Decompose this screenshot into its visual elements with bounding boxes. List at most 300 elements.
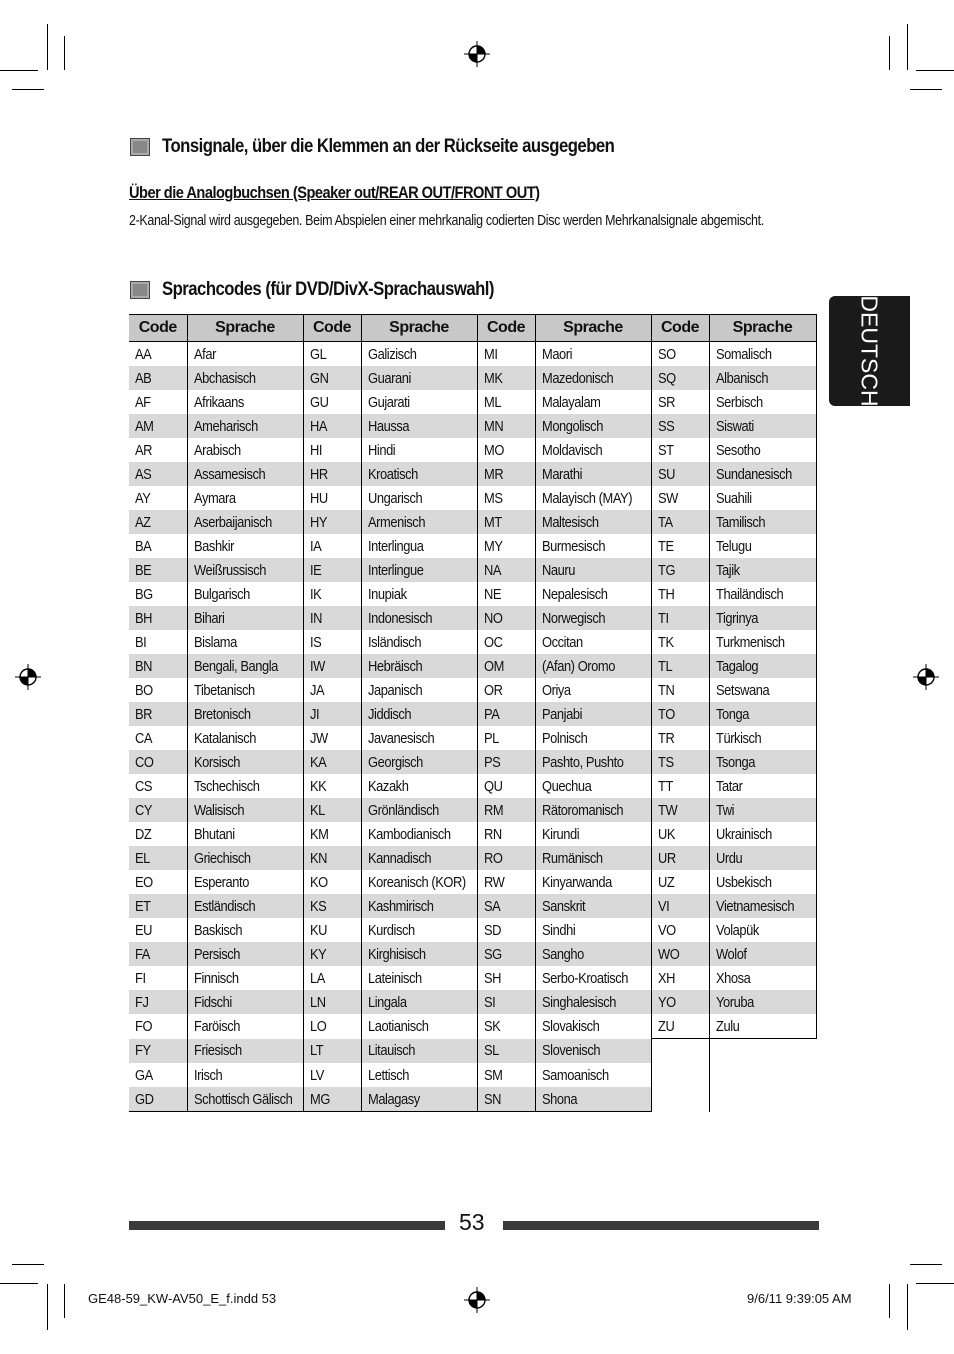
language-name-cell bbox=[535, 702, 651, 726]
language-name-cell bbox=[709, 822, 816, 846]
crop-mark bbox=[12, 89, 44, 90]
language-code-cell bbox=[129, 726, 187, 750]
language-name-cell bbox=[709, 1087, 816, 1112]
registration-mark-icon bbox=[464, 1287, 490, 1313]
cell-text: Schottisch Gälisch bbox=[193, 1090, 292, 1108]
cell-text: EU bbox=[135, 921, 153, 939]
cell-text: SW bbox=[657, 489, 678, 507]
language-code-cell bbox=[651, 462, 709, 486]
cell-text: HY bbox=[309, 513, 327, 531]
cell-text: SK bbox=[483, 1017, 500, 1035]
cell-text: Thailändisch bbox=[715, 585, 783, 603]
language-name-cell bbox=[709, 654, 816, 678]
language-name-cell bbox=[361, 414, 477, 438]
cell-text: Sangho bbox=[541, 945, 584, 963]
cell-text: Singhalesisch bbox=[541, 993, 616, 1011]
cell-text: Burmesisch bbox=[541, 537, 605, 555]
language-code-cell bbox=[129, 438, 187, 462]
cell-text: ST bbox=[657, 441, 674, 459]
cell-text: KM bbox=[309, 825, 328, 843]
language-side-tab bbox=[829, 296, 910, 406]
cell-text: MI bbox=[483, 345, 497, 363]
cell-text: Polnisch bbox=[541, 729, 587, 747]
language-name-cell bbox=[361, 1014, 477, 1039]
cell-text: Tigrinya bbox=[715, 609, 758, 627]
cell-text: OC bbox=[483, 633, 502, 651]
language-code-cell bbox=[303, 558, 361, 582]
language-code-cell bbox=[651, 846, 709, 870]
cell-text: LT bbox=[309, 1042, 323, 1060]
crop-mark bbox=[910, 89, 942, 90]
language-name-cell bbox=[361, 798, 477, 822]
language-name-cell bbox=[535, 918, 651, 942]
cell-text: KA bbox=[309, 753, 326, 771]
cell-text: Lingala bbox=[367, 993, 407, 1011]
table-row bbox=[129, 582, 816, 606]
cell-text: IN bbox=[309, 609, 322, 627]
language-name-cell bbox=[361, 630, 477, 654]
table-header-row bbox=[129, 315, 816, 342]
language-name-cell bbox=[187, 774, 303, 798]
language-code-cell bbox=[129, 942, 187, 966]
language-code-cell bbox=[651, 870, 709, 894]
cell-text: TO bbox=[657, 705, 675, 723]
language-name-cell bbox=[709, 870, 816, 894]
language-code-cell bbox=[651, 726, 709, 750]
language-code-cell bbox=[303, 366, 361, 390]
cell-text: QU bbox=[483, 777, 502, 795]
table-row bbox=[129, 822, 816, 846]
cell-text: TL bbox=[657, 657, 672, 675]
cell-text: TH bbox=[657, 585, 674, 603]
language-code-cell bbox=[129, 462, 187, 486]
cell-text: Yoruba bbox=[715, 993, 754, 1011]
table-row bbox=[129, 654, 816, 678]
cell-text: AY bbox=[135, 489, 151, 507]
section-heading-audio-signals bbox=[130, 136, 676, 158]
cell-text: HA bbox=[309, 417, 327, 435]
language-name-cell bbox=[187, 990, 303, 1014]
cell-text: Laotianisch bbox=[367, 1017, 429, 1035]
cell-text: Vietnamesisch bbox=[715, 897, 794, 915]
language-name-cell bbox=[187, 342, 303, 367]
cell-text: JI bbox=[309, 705, 319, 723]
cell-text: Gujarati bbox=[367, 393, 410, 411]
language-code-cell bbox=[651, 630, 709, 654]
cell-text: Ukrainisch bbox=[715, 825, 772, 843]
language-name-cell bbox=[361, 726, 477, 750]
language-code-cell bbox=[303, 654, 361, 678]
column-header-language: Sprache bbox=[361, 315, 477, 342]
cell-text: Persisch bbox=[193, 945, 240, 963]
language-code-cell bbox=[651, 822, 709, 846]
cell-text: Setswana bbox=[715, 681, 769, 699]
subsection-title: Über die Analogbuchsen (Speaker out/REAR OUT/FRONT OUT) bbox=[129, 183, 540, 202]
language-name-cell bbox=[709, 894, 816, 918]
cell-text: Sundanesisch bbox=[715, 465, 792, 483]
language-code-cell bbox=[129, 990, 187, 1014]
language-name-cell bbox=[535, 846, 651, 870]
cell-text: BI bbox=[135, 633, 147, 651]
language-name-cell bbox=[709, 414, 816, 438]
cell-text: Sanskrit bbox=[541, 897, 585, 915]
cell-text: RW bbox=[483, 873, 504, 891]
language-name-cell bbox=[187, 366, 303, 390]
language-name-cell bbox=[187, 582, 303, 606]
language-name-cell bbox=[535, 486, 651, 510]
cell-text: AM bbox=[135, 417, 154, 435]
language-code-cell bbox=[303, 582, 361, 606]
cell-text: Nepalesisch bbox=[541, 585, 608, 603]
language-code-cell bbox=[651, 342, 709, 367]
language-code-cell bbox=[477, 654, 535, 678]
cell-text: Maltesisch bbox=[541, 513, 599, 531]
cell-text: Haussa bbox=[367, 417, 409, 435]
language-name-cell bbox=[535, 1014, 651, 1039]
cell-text: CY bbox=[135, 801, 153, 819]
cell-text: Telugu bbox=[715, 537, 751, 555]
language-code-cell bbox=[477, 606, 535, 630]
cell-text: AR bbox=[135, 441, 153, 459]
language-name-cell bbox=[361, 1063, 477, 1087]
cell-text: Mongolisch bbox=[541, 417, 603, 435]
cell-text: CA bbox=[135, 729, 153, 747]
language-name-cell bbox=[535, 798, 651, 822]
language-name-cell bbox=[535, 678, 651, 702]
description-paragraph: 2-Kanal-Signal wird ausgegeben. Beim Abspielen einer mehrkanalig codierten Disc werden Mehrkanalsignale abgemischt. bbox=[129, 213, 764, 229]
table-row bbox=[129, 438, 816, 462]
cell-text: Slovenisch bbox=[541, 1042, 600, 1060]
registration-mark-icon bbox=[15, 664, 41, 690]
language-name-cell bbox=[535, 774, 651, 798]
language-code-cell bbox=[477, 366, 535, 390]
cell-text: Esperanto bbox=[193, 873, 249, 891]
language-code-cell bbox=[303, 1014, 361, 1039]
cell-text: BA bbox=[135, 537, 152, 555]
cell-text: Assamesisch bbox=[193, 465, 265, 483]
cell-text: Bengali, Bangla bbox=[193, 657, 278, 675]
language-name-cell bbox=[709, 726, 816, 750]
table-row bbox=[129, 846, 816, 870]
cell-text: ML bbox=[483, 393, 501, 411]
language-code-cell bbox=[477, 462, 535, 486]
language-name-cell bbox=[361, 774, 477, 798]
cell-text: IK bbox=[309, 585, 321, 603]
language-name-cell bbox=[187, 438, 303, 462]
column-header-code: Code bbox=[651, 315, 709, 342]
language-code-cell bbox=[303, 438, 361, 462]
cell-text: Quechua bbox=[541, 777, 591, 795]
cell-text: RN bbox=[483, 825, 502, 843]
table-row bbox=[129, 390, 816, 414]
cell-text: Koreanisch (KOR) bbox=[367, 873, 466, 891]
registration-mark-icon bbox=[464, 41, 490, 67]
cell-text: MR bbox=[483, 465, 503, 483]
cell-text: SN bbox=[483, 1090, 501, 1108]
language-code-cell bbox=[651, 1063, 709, 1087]
cell-text: Katalanisch bbox=[193, 729, 256, 747]
cell-text: BR bbox=[135, 705, 153, 723]
cell-text: Kashmirisch bbox=[367, 897, 434, 915]
language-code-cell bbox=[651, 678, 709, 702]
cell-text: Finnisch bbox=[193, 969, 239, 987]
cell-text: SQ bbox=[657, 369, 676, 387]
language-name-cell bbox=[535, 534, 651, 558]
table-row bbox=[129, 558, 816, 582]
table-row bbox=[129, 798, 816, 822]
cell-text: ET bbox=[135, 897, 151, 915]
language-code-cell bbox=[477, 966, 535, 990]
cell-text: KY bbox=[309, 945, 326, 963]
language-code-cell bbox=[477, 894, 535, 918]
language-code-cell bbox=[651, 582, 709, 606]
language-name-cell bbox=[361, 678, 477, 702]
cell-text: IS bbox=[309, 633, 321, 651]
language-code-cell bbox=[129, 558, 187, 582]
cell-text: Bihari bbox=[193, 609, 224, 627]
table-row bbox=[129, 630, 816, 654]
language-name-cell bbox=[535, 1063, 651, 1087]
section-title: Sprachcodes (für DVD/DivX-Sprachauswahl) bbox=[162, 279, 494, 300]
cell-text: Bashkir bbox=[193, 537, 234, 555]
language-code-cell bbox=[303, 726, 361, 750]
language-name-cell bbox=[709, 966, 816, 990]
crop-mark bbox=[12, 1264, 44, 1265]
cell-text: Zulu bbox=[715, 1017, 739, 1035]
crop-mark bbox=[0, 70, 38, 71]
language-name-cell bbox=[361, 894, 477, 918]
cell-text: Guarani bbox=[367, 369, 411, 387]
cell-text: Kinyarwanda bbox=[541, 873, 612, 891]
language-code-cell bbox=[303, 918, 361, 942]
footer-bar-right bbox=[503, 1221, 819, 1230]
language-code-cell bbox=[303, 678, 361, 702]
language-code-cell bbox=[303, 1063, 361, 1087]
cell-text: NA bbox=[483, 561, 501, 579]
language-code-cell bbox=[303, 942, 361, 966]
cell-text: Pashto, Pushto bbox=[541, 753, 623, 771]
square-bullet-icon bbox=[130, 138, 150, 156]
language-name-cell bbox=[361, 990, 477, 1014]
cell-text: RM bbox=[483, 801, 503, 819]
table-row bbox=[129, 726, 816, 750]
cell-text: Litauisch bbox=[367, 1042, 415, 1060]
section-heading-language-codes bbox=[130, 279, 539, 301]
cell-text: Türkisch bbox=[715, 729, 761, 747]
language-code-cell bbox=[129, 870, 187, 894]
cell-text: Nauru bbox=[541, 561, 575, 579]
cell-text: Interlingue bbox=[367, 561, 424, 579]
cell-text: Siswati bbox=[715, 417, 754, 435]
cell-text: KL bbox=[309, 801, 325, 819]
cell-text: RO bbox=[483, 849, 502, 867]
language-code-cell bbox=[129, 486, 187, 510]
cell-text: (Afan) Oromo bbox=[541, 657, 615, 675]
cell-text: SG bbox=[483, 945, 502, 963]
cell-text: TW bbox=[657, 801, 677, 819]
language-code-cell bbox=[129, 606, 187, 630]
language-code-cell bbox=[303, 414, 361, 438]
cell-text: GU bbox=[309, 393, 328, 411]
cell-text: Tschechisch bbox=[193, 777, 260, 795]
language-name-cell bbox=[709, 678, 816, 702]
language-code-cell bbox=[129, 342, 187, 367]
cell-text: MO bbox=[483, 441, 504, 459]
language-code-cell bbox=[129, 894, 187, 918]
language-name-cell bbox=[709, 750, 816, 774]
cell-text: GL bbox=[309, 345, 326, 363]
language-code-cell bbox=[129, 678, 187, 702]
language-name-cell bbox=[535, 822, 651, 846]
cell-text: Maori bbox=[541, 345, 572, 363]
cell-text: Sindhi bbox=[541, 921, 575, 939]
language-name-cell bbox=[361, 366, 477, 390]
cell-text: Moldavisch bbox=[541, 441, 602, 459]
language-name-cell bbox=[535, 390, 651, 414]
cell-text: BG bbox=[135, 585, 153, 603]
language-code-cell bbox=[129, 702, 187, 726]
cell-text: SH bbox=[483, 969, 501, 987]
table-row bbox=[129, 942, 816, 966]
cell-text: Grönländisch bbox=[367, 801, 439, 819]
language-code-cell bbox=[477, 918, 535, 942]
table-row bbox=[129, 990, 816, 1014]
cell-text: IA bbox=[309, 537, 321, 555]
language-code-cell bbox=[303, 462, 361, 486]
crop-mark bbox=[889, 1284, 890, 1318]
language-name-cell bbox=[187, 390, 303, 414]
language-code-cell bbox=[651, 486, 709, 510]
column-header-code: Code bbox=[303, 315, 361, 342]
language-code-cell bbox=[303, 606, 361, 630]
language-name-cell bbox=[709, 798, 816, 822]
cell-text: Volapük bbox=[715, 921, 759, 939]
cell-text: Urdu bbox=[715, 849, 742, 867]
cell-text: Shona bbox=[541, 1090, 577, 1108]
cell-text: Twi bbox=[715, 801, 734, 819]
language-name-cell bbox=[361, 918, 477, 942]
cell-text: PL bbox=[483, 729, 499, 747]
language-name-cell bbox=[535, 606, 651, 630]
cell-text: Tsonga bbox=[715, 753, 755, 771]
language-name-cell bbox=[187, 894, 303, 918]
language-name-cell bbox=[187, 678, 303, 702]
cell-text: Faröisch bbox=[193, 1017, 240, 1035]
cell-text: BE bbox=[135, 561, 152, 579]
language-code-cell bbox=[651, 534, 709, 558]
language-name-cell bbox=[535, 630, 651, 654]
language-name-cell bbox=[535, 510, 651, 534]
table-row bbox=[129, 342, 816, 367]
language-code-cell bbox=[129, 414, 187, 438]
language-code-cell bbox=[477, 774, 535, 798]
language-code-cell bbox=[129, 774, 187, 798]
column-header-language: Sprache bbox=[709, 315, 816, 342]
language-code-cell bbox=[651, 990, 709, 1014]
language-name-cell bbox=[535, 366, 651, 390]
language-name-cell bbox=[709, 462, 816, 486]
language-code-cell bbox=[477, 870, 535, 894]
cell-text: Tajik bbox=[715, 561, 740, 579]
cell-text: Rumänisch bbox=[541, 849, 603, 867]
language-code-cell bbox=[651, 558, 709, 582]
cell-text: Slovakisch bbox=[541, 1017, 599, 1035]
cell-text: Tagalog bbox=[715, 657, 758, 675]
language-name-cell bbox=[709, 510, 816, 534]
table-row bbox=[129, 702, 816, 726]
language-code-cell bbox=[651, 654, 709, 678]
cell-text: Friesisch bbox=[193, 1042, 242, 1060]
language-code-cell bbox=[303, 822, 361, 846]
cell-text: WO bbox=[657, 945, 679, 963]
cell-text: Wolof bbox=[715, 945, 747, 963]
cell-text: BO bbox=[135, 681, 153, 699]
cell-text: SD bbox=[483, 921, 501, 939]
language-code-cell bbox=[477, 534, 535, 558]
cell-text: Estländisch bbox=[193, 897, 255, 915]
square-bullet-icon bbox=[130, 281, 150, 299]
table-row bbox=[129, 1039, 816, 1064]
language-name-cell bbox=[187, 870, 303, 894]
language-code-cell bbox=[303, 774, 361, 798]
cell-text: KU bbox=[309, 921, 327, 939]
language-code-cell bbox=[651, 606, 709, 630]
table-row bbox=[129, 414, 816, 438]
language-name-cell bbox=[187, 630, 303, 654]
crop-mark bbox=[64, 36, 65, 70]
cell-text: Tonga bbox=[715, 705, 749, 723]
footer-file-info: GE48-59_KW-AV50_E_f.indd 53 bbox=[88, 1291, 277, 1306]
language-name-cell bbox=[187, 750, 303, 774]
language-code-cell bbox=[651, 966, 709, 990]
cell-text: GA bbox=[135, 1066, 153, 1084]
table-row bbox=[129, 678, 816, 702]
cell-text: Aymara bbox=[193, 489, 236, 507]
cell-text: BH bbox=[135, 609, 153, 627]
cell-text: Somalisch bbox=[715, 345, 772, 363]
cell-text: Kurdisch bbox=[367, 921, 415, 939]
language-code-cell bbox=[129, 654, 187, 678]
language-name-cell bbox=[187, 462, 303, 486]
cell-text: Mazedonisch bbox=[541, 369, 613, 387]
cell-text: Rätoromanisch bbox=[541, 801, 623, 819]
cell-text: TI bbox=[657, 609, 669, 627]
cell-text: Irisch bbox=[193, 1066, 222, 1084]
cell-text: SA bbox=[483, 897, 500, 915]
crop-mark bbox=[47, 24, 48, 70]
cell-text: Malagasy bbox=[367, 1090, 420, 1108]
cell-text: Hindi bbox=[367, 441, 395, 459]
language-name-cell bbox=[535, 342, 651, 367]
cell-text: Weißrussisch bbox=[193, 561, 266, 579]
language-name-cell bbox=[187, 1087, 303, 1112]
language-name-cell bbox=[361, 534, 477, 558]
cell-text: Malayalam bbox=[541, 393, 601, 411]
language-name-cell bbox=[187, 1014, 303, 1039]
cell-text: Bislama bbox=[193, 633, 237, 651]
cell-text: Arabisch bbox=[193, 441, 241, 459]
cell-text: Samoanisch bbox=[541, 1066, 609, 1084]
cell-text: CS bbox=[135, 777, 153, 795]
language-code-cell bbox=[651, 366, 709, 390]
language-code-cell bbox=[651, 942, 709, 966]
crop-mark bbox=[0, 1283, 38, 1284]
table-row bbox=[129, 1087, 816, 1112]
language-code-cell bbox=[651, 390, 709, 414]
language-code-cell bbox=[129, 966, 187, 990]
language-code-cell bbox=[129, 822, 187, 846]
cell-text: Jiddisch bbox=[367, 705, 411, 723]
